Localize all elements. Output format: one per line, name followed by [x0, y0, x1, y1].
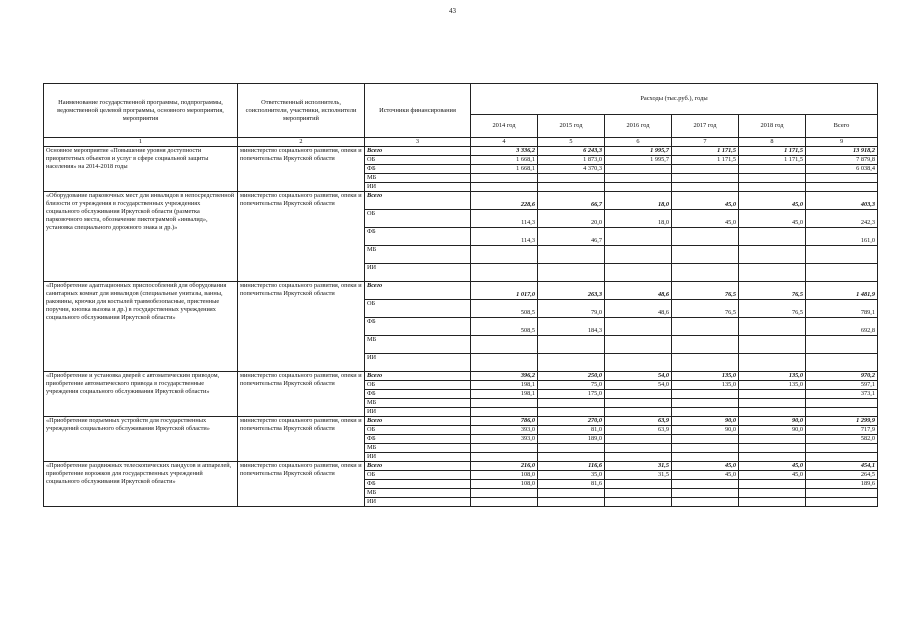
- year-value: 79,0: [538, 300, 605, 318]
- year-value: 786,0: [471, 417, 538, 426]
- funding-source: Всего: [365, 192, 471, 210]
- funding-source: ФБ: [365, 435, 471, 444]
- year-value: [471, 498, 538, 507]
- year-value: [538, 489, 605, 498]
- year-value: [538, 336, 605, 354]
- year-value: [739, 183, 806, 192]
- year-value: 228,6: [471, 192, 538, 210]
- year-value: [538, 354, 605, 372]
- total-value: 717,9: [806, 426, 878, 435]
- year-value: 114,3: [471, 228, 538, 246]
- year-value: 75,0: [538, 381, 605, 390]
- year-value: 1 171,5: [739, 156, 806, 165]
- year-value: 114,3: [471, 210, 538, 228]
- year-value: 76,5: [739, 282, 806, 300]
- year-value: 45,0: [672, 471, 739, 480]
- column-index: 7: [672, 138, 739, 147]
- funding-source: ОБ: [365, 210, 471, 228]
- year-value: 1 995,7: [605, 147, 672, 156]
- year-value: [672, 435, 739, 444]
- year-value: [471, 408, 538, 417]
- year-value: [672, 174, 739, 183]
- year-value: 216,0: [471, 462, 538, 471]
- total-value: 1 299,9: [806, 417, 878, 426]
- total-value: 6 038,4: [806, 165, 878, 174]
- table-row: [44, 192, 878, 210]
- header-expenses: Расходы (тыс.руб.), годы: [471, 84, 878, 115]
- year-value: 45,0: [739, 462, 806, 471]
- year-value: [739, 336, 806, 354]
- year-value: [605, 165, 672, 174]
- year-value: [471, 489, 538, 498]
- year-value: [739, 498, 806, 507]
- year-value: [672, 336, 739, 354]
- total-value: [806, 354, 878, 372]
- total-value: 582,0: [806, 435, 878, 444]
- year-value: 90,0: [739, 426, 806, 435]
- year-value: 45,0: [739, 471, 806, 480]
- year-value: 54,0: [605, 372, 672, 381]
- year-value: [672, 408, 739, 417]
- year-value: 135,0: [672, 381, 739, 390]
- year-value: 135,0: [739, 372, 806, 381]
- year-value: [672, 480, 739, 489]
- total-value: 189,6: [806, 480, 878, 489]
- year-value: [605, 480, 672, 489]
- total-value: [806, 183, 878, 192]
- year-value: 1 873,0: [538, 156, 605, 165]
- year-value: 198,1: [471, 381, 538, 390]
- funding-source: МБ: [365, 174, 471, 183]
- year-value: [605, 435, 672, 444]
- year-value: [605, 444, 672, 453]
- header-program-name: Наименование государственной программы, подпрограммы, ведомственной целевой программы, основного мероприятия, мероприятия: [44, 84, 238, 138]
- funding-source: ИИ: [365, 408, 471, 417]
- year-value: 184,3: [538, 318, 605, 336]
- total-value: [806, 498, 878, 507]
- measure-name: «Приобретение раздвижных телескопических пандусов и аппарелей, приобретение ворожков для государственных учреждений социального обслуживания Иркутской области»: [44, 462, 238, 507]
- funding-source: ОБ: [365, 471, 471, 480]
- year-value: 1 668,1: [471, 165, 538, 174]
- year-value: [471, 444, 538, 453]
- column-index: 6: [605, 138, 672, 147]
- year-value: 393,0: [471, 426, 538, 435]
- executor: министерство социального развития, опеки и попечительства Иркутской области: [238, 462, 365, 507]
- total-value: 970,2: [806, 372, 878, 381]
- header-funding-source: Источники финансирования: [365, 84, 471, 138]
- funding-source: ОБ: [365, 426, 471, 435]
- year-value: [605, 228, 672, 246]
- year-value: [672, 498, 739, 507]
- executor: министерство социального развития, опеки и попечительства Иркутской области: [238, 282, 365, 372]
- year-value: 263,3: [538, 282, 605, 300]
- year-value: [538, 498, 605, 507]
- year-value: 45,0: [672, 210, 739, 228]
- funding-source: ИИ: [365, 498, 471, 507]
- year-value: [672, 453, 739, 462]
- total-value: 7 879,8: [806, 156, 878, 165]
- year-value: [538, 444, 605, 453]
- year-value: 396,2: [471, 372, 538, 381]
- funding-source: Всего: [365, 282, 471, 300]
- total-value: [806, 489, 878, 498]
- year-value: [739, 399, 806, 408]
- year-value: 4 370,3: [538, 165, 605, 174]
- year-value: 81,0: [538, 426, 605, 435]
- funding-source: МБ: [365, 489, 471, 498]
- year-value: [605, 246, 672, 264]
- funding-source: МБ: [365, 399, 471, 408]
- header-year: 2017 год: [672, 115, 739, 138]
- year-value: 54,0: [605, 381, 672, 390]
- year-value: 63,9: [605, 417, 672, 426]
- funding-source: ФБ: [365, 390, 471, 399]
- header-total: Всего: [806, 115, 878, 138]
- year-value: [672, 489, 739, 498]
- funding-source: ИИ: [365, 264, 471, 282]
- year-value: [739, 408, 806, 417]
- year-value: [605, 498, 672, 507]
- year-value: 250,0: [538, 372, 605, 381]
- year-value: 1 668,1: [471, 156, 538, 165]
- year-value: 76,5: [739, 300, 806, 318]
- year-value: [538, 408, 605, 417]
- year-value: 1 017,0: [471, 282, 538, 300]
- year-value: 48,6: [605, 282, 672, 300]
- year-value: [538, 174, 605, 183]
- year-value: 35,0: [538, 471, 605, 480]
- year-value: 46,7: [538, 228, 605, 246]
- year-value: [471, 336, 538, 354]
- total-value: 454,1: [806, 462, 878, 471]
- funding-source: Всего: [365, 417, 471, 426]
- measure-name: «Приобретение адаптационных приспособлений для оборудования санитарных комнат для инвалидов (специальные унитазы, ванны, раковины, крючки для костылей травмобезопасные, пристенные поручни, кнопка вызова и др.) в государственных учреждениях социального обслуживания Иркутской области»: [44, 282, 238, 372]
- year-value: [672, 246, 739, 264]
- funding-source: ОБ: [365, 156, 471, 165]
- year-value: 45,0: [672, 192, 739, 210]
- header-year: 2016 год: [605, 115, 672, 138]
- column-index: 8: [739, 138, 806, 147]
- year-value: [538, 246, 605, 264]
- funding-source: ОБ: [365, 381, 471, 390]
- funding-source: Всего: [365, 372, 471, 381]
- total-value: [806, 453, 878, 462]
- year-value: [739, 435, 806, 444]
- funding-source: ФБ: [365, 480, 471, 489]
- year-value: 48,6: [605, 300, 672, 318]
- funding-source: ФБ: [365, 228, 471, 246]
- year-value: [672, 444, 739, 453]
- total-value: [806, 399, 878, 408]
- year-value: [538, 264, 605, 282]
- year-value: 175,0: [538, 390, 605, 399]
- year-value: [538, 183, 605, 192]
- year-value: [739, 390, 806, 399]
- year-value: 90,0: [672, 417, 739, 426]
- total-value: 597,1: [806, 381, 878, 390]
- total-value: 1 481,9: [806, 282, 878, 300]
- year-value: [605, 408, 672, 417]
- header-executor: Ответственный исполнитель, соисполнители, участники, исполнители мероприятий: [238, 84, 365, 138]
- year-value: [739, 228, 806, 246]
- year-value: [672, 390, 739, 399]
- total-value: [806, 408, 878, 417]
- year-value: 31,5: [605, 462, 672, 471]
- year-value: [739, 354, 806, 372]
- table-row: [44, 372, 878, 381]
- year-value: [538, 453, 605, 462]
- year-value: [739, 264, 806, 282]
- funding-source: Всего: [365, 462, 471, 471]
- year-value: 63,9: [605, 426, 672, 435]
- total-value: [806, 246, 878, 264]
- table-row: [44, 282, 878, 300]
- year-value: 45,0: [672, 462, 739, 471]
- executor: министерство социального развития, опеки и попечительства Иркутской области: [238, 192, 365, 282]
- year-value: [471, 183, 538, 192]
- year-value: 508,5: [471, 318, 538, 336]
- column-index: 2: [238, 138, 365, 147]
- year-value: [605, 336, 672, 354]
- executor: министерство социального развития, опеки и попечительства Иркутской области: [238, 417, 365, 462]
- year-value: [605, 489, 672, 498]
- year-value: [471, 174, 538, 183]
- measure-name: Основное мероприятие «Повышение уровня доступности приоритетных объектов и услуг в сфере социальной защиты населения» на 2014-2018 годы: [44, 147, 238, 192]
- year-value: 1 171,5: [672, 147, 739, 156]
- measure-name: «Оборудование парковочных мест для инвалидов в непосредственной близости от учреждения в государственных учреждениях социального обслуживания Иркутской области (разметка парковочного места, обозначение пиктограммой «инвалид», установка специального дорожного знака и др.)»: [44, 192, 238, 282]
- year-value: 18,0: [605, 210, 672, 228]
- year-value: [471, 246, 538, 264]
- year-value: [739, 489, 806, 498]
- year-value: 45,0: [739, 192, 806, 210]
- column-index: 4: [471, 138, 538, 147]
- year-value: [739, 453, 806, 462]
- header-year: 2014 год: [471, 115, 538, 138]
- funding-source: ОБ: [365, 300, 471, 318]
- total-value: 242,3: [806, 210, 878, 228]
- funding-source: МБ: [365, 336, 471, 354]
- year-value: [605, 174, 672, 183]
- measure-name: «Приобретение подъемных устройств для государственных учреждений социального обслуживания Иркутской области»: [44, 417, 238, 462]
- funding-source: ИИ: [365, 183, 471, 192]
- total-value: 789,1: [806, 300, 878, 318]
- year-value: [739, 165, 806, 174]
- total-value: 161,0: [806, 228, 878, 246]
- year-value: [605, 390, 672, 399]
- column-index: 5: [538, 138, 605, 147]
- year-value: [471, 453, 538, 462]
- year-value: 1 171,5: [672, 156, 739, 165]
- year-value: 81,6: [538, 480, 605, 489]
- year-value: 135,0: [672, 372, 739, 381]
- year-value: [739, 174, 806, 183]
- year-value: 1 171,5: [739, 147, 806, 156]
- year-value: [672, 399, 739, 408]
- column-index-row: [44, 138, 878, 147]
- total-value: [806, 444, 878, 453]
- table-row: [44, 147, 878, 156]
- year-value: 6 243,3: [538, 147, 605, 156]
- year-value: [672, 183, 739, 192]
- year-value: 90,0: [739, 417, 806, 426]
- year-value: [471, 399, 538, 408]
- year-value: 116,6: [538, 462, 605, 471]
- year-value: [739, 318, 806, 336]
- header-year: 2018 год: [739, 115, 806, 138]
- total-value: 373,1: [806, 390, 878, 399]
- year-value: [538, 399, 605, 408]
- year-value: [605, 453, 672, 462]
- year-value: [605, 183, 672, 192]
- funding-source: ФБ: [365, 165, 471, 174]
- table-row: [44, 462, 878, 471]
- year-value: [672, 228, 739, 246]
- year-value: 393,0: [471, 435, 538, 444]
- year-value: [605, 354, 672, 372]
- year-value: [471, 264, 538, 282]
- year-value: 270,0: [538, 417, 605, 426]
- year-value: [739, 246, 806, 264]
- total-value: [806, 174, 878, 183]
- table-row: [44, 417, 878, 426]
- total-value: 692,8: [806, 318, 878, 336]
- year-value: 108,0: [471, 471, 538, 480]
- year-value: [739, 444, 806, 453]
- measure-name: «Приобретение и установка дверей с автоматическим приводом, приобретение автоматического привода в государственные учреждения социального обслуживания Иркутской области»: [44, 372, 238, 417]
- year-value: [672, 354, 739, 372]
- year-value: 31,5: [605, 471, 672, 480]
- year-value: 20,0: [538, 210, 605, 228]
- year-value: [605, 399, 672, 408]
- year-value: 1 995,7: [605, 156, 672, 165]
- funding-source: ИИ: [365, 354, 471, 372]
- year-value: 76,5: [672, 300, 739, 318]
- year-value: 189,0: [538, 435, 605, 444]
- year-value: [672, 318, 739, 336]
- column-index: 1: [44, 138, 238, 147]
- total-value: 403,3: [806, 192, 878, 210]
- year-value: 508,5: [471, 300, 538, 318]
- column-index: 3: [365, 138, 471, 147]
- year-value: [471, 354, 538, 372]
- funding-source: МБ: [365, 246, 471, 264]
- year-value: [739, 480, 806, 489]
- page-number: 43: [449, 7, 456, 15]
- funding-source: Всего: [365, 147, 471, 156]
- funding-source: ФБ: [365, 318, 471, 336]
- year-value: 90,0: [672, 426, 739, 435]
- total-value: [806, 264, 878, 282]
- year-value: 45,0: [739, 210, 806, 228]
- year-value: [672, 264, 739, 282]
- year-value: 108,0: [471, 480, 538, 489]
- total-value: 13 918,2: [806, 147, 878, 156]
- year-value: [672, 165, 739, 174]
- year-value: 76,5: [672, 282, 739, 300]
- funding-source: МБ: [365, 444, 471, 453]
- total-value: 264,5: [806, 471, 878, 480]
- year-value: 135,0: [739, 381, 806, 390]
- budget-table: [43, 83, 878, 507]
- executor: министерство социального развития, опеки и попечительства Иркутской области: [238, 372, 365, 417]
- year-value: 3 336,2: [471, 147, 538, 156]
- header-year: 2015 год: [538, 115, 605, 138]
- total-value: [806, 336, 878, 354]
- year-value: 66,7: [538, 192, 605, 210]
- funding-source: ИИ: [365, 453, 471, 462]
- executor: министерство социального развития, опеки и попечительства Иркутской области: [238, 147, 365, 192]
- year-value: 198,1: [471, 390, 538, 399]
- year-value: 18,0: [605, 192, 672, 210]
- year-value: [605, 264, 672, 282]
- year-value: [605, 318, 672, 336]
- column-index: 9: [806, 138, 878, 147]
